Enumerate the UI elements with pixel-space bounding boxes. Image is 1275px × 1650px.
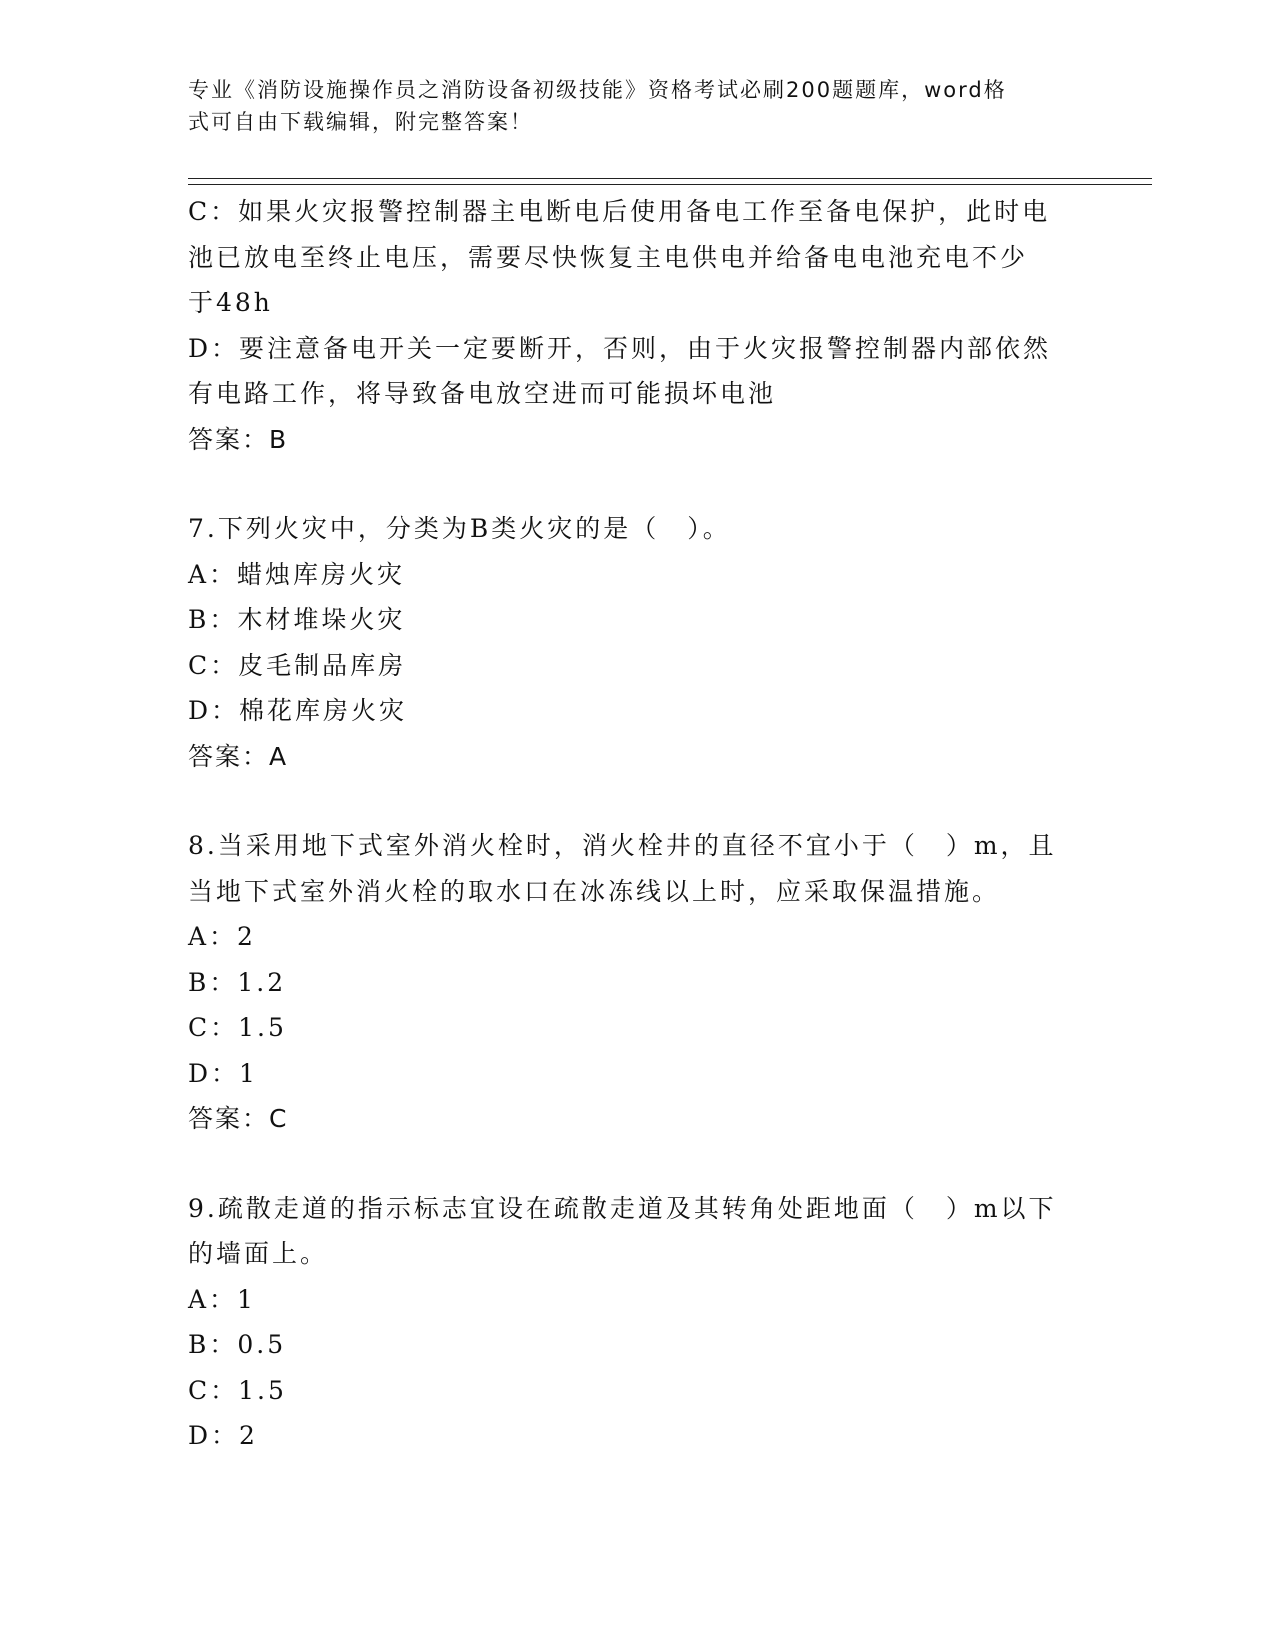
header-rule-top: [188, 178, 1152, 179]
q9-option-a: A：1: [188, 1284, 256, 1314]
question-content: [188, 189, 1088, 1459]
q8-answer: 答案：C: [188, 1104, 289, 1133]
q6-option-c-line-1: C：如果火灾报警控制器主电断电后使用备电工作至备电保护，此时电: [188, 197, 1051, 226]
q7-option-c: C：皮毛制品库房: [188, 650, 407, 680]
q7-option-d: D：棉花库房火灾: [188, 696, 408, 725]
header-rule-bottom: [188, 184, 1152, 185]
q9-option-d: D：2: [188, 1421, 258, 1450]
question-7: [188, 506, 1088, 779]
q7-answer: 答案：A: [188, 741, 289, 771]
q9-option-b: B：0.5: [188, 1330, 287, 1359]
q6-option-c-line-2: 池已放电至终止电压，需要尽快恢复主电供电并给备电电池充电不少: [188, 242, 1029, 272]
q8-question-line-1: 8.当采用地下式室外消火栓时，消火栓井的直径不宜小于（ ）m，且: [188, 831, 1057, 860]
q8-option-a: A：2: [188, 922, 256, 951]
q8-question-line-2: 当地下式室外消火栓的取水口在冰冻线以上时，应采取保温措施。: [188, 876, 1001, 906]
q8-option-d: D：1: [188, 1058, 258, 1088]
question-9: [188, 1186, 1088, 1459]
q6-option-d-line-2: 有电路工作，将导致备电放空进而可能损坏电池: [188, 379, 777, 408]
q6-option-c-line-3: 于48h: [188, 288, 273, 317]
q6-option-d-line-1: D：要注意备电开关一定要断开，否则，由于火灾报警控制器内部依然: [188, 333, 1052, 363]
question-8: [188, 823, 1088, 1142]
q7-question: 7.下列火灾中，分类为B类火灾的是（ ）。: [188, 514, 731, 543]
q6-answer: 答案：B: [188, 424, 289, 454]
q8-option-b: B：1.2: [188, 967, 287, 997]
q9-option-c: C：1.5: [188, 1375, 287, 1405]
q7-option-a: A：蜡烛库房火灾: [188, 559, 406, 589]
q8-option-c: C：1.5: [188, 1013, 287, 1042]
q7-option-b: B：木材堆垛火灾: [188, 605, 406, 634]
document-header: 专业《消防设施操作员之消防设备初级技能》资格考试必刷200题题库，word格 式可自由下载编辑，附完整答案！: [188, 78, 1007, 134]
q9-question-line-1: 9.疏散走道的指示标志宜设在疏散走道及其转角处距地面（ ）m以下: [188, 1193, 1057, 1223]
q9-question-line-2: 的墙面上。: [188, 1239, 329, 1268]
question-6-tail: [188, 189, 1088, 462]
